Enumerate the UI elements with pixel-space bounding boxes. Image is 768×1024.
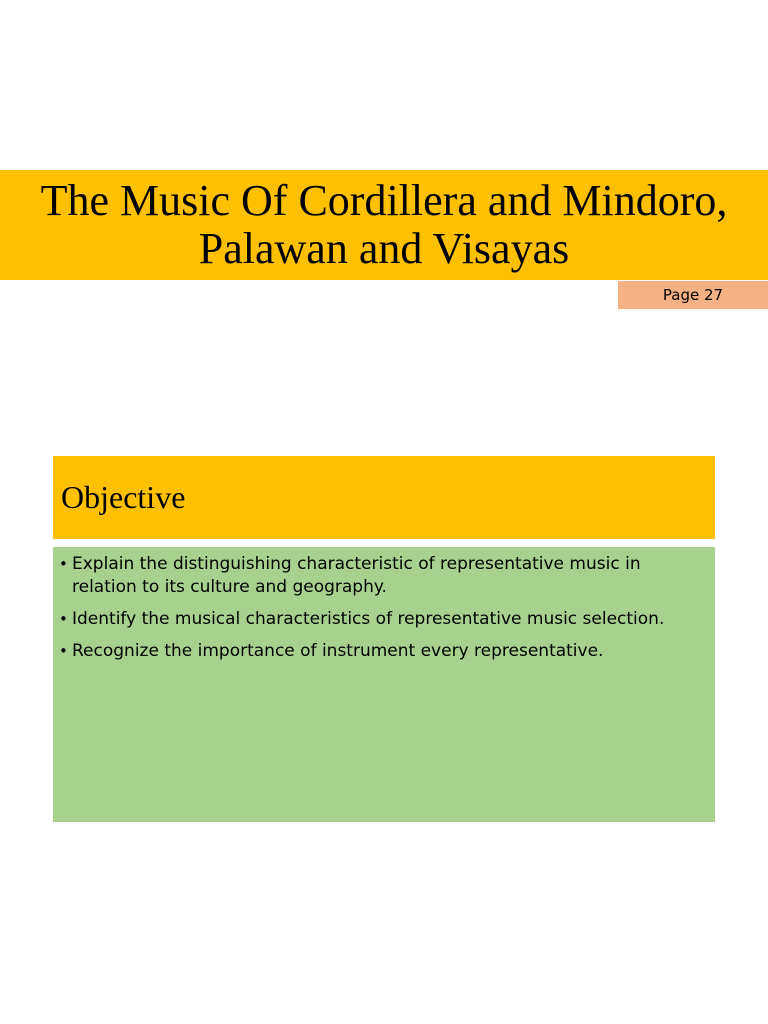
list-item <box>59 553 707 599</box>
page-number-badge: Page 27 <box>618 281 768 309</box>
bullet-icon: • <box>59 610 68 628</box>
list-item <box>59 608 707 631</box>
objective-item-text: Explain the distinguishing characteristic of representative music in relation to its culture and geography. <box>72 554 641 597</box>
list-item <box>59 640 707 663</box>
objective-item-text: Identify the musical characteristics of representative music selection. <box>72 609 665 629</box>
bullet-icon: • <box>59 555 68 573</box>
title-line-1: The Music Of Cordillera and Mindoro, <box>40 176 728 225</box>
bullet-icon: • <box>59 642 68 660</box>
objective-body <box>53 547 715 822</box>
page-title <box>37 177 732 273</box>
title-line-2: Palawan and Visayas <box>198 224 570 273</box>
objective-header <box>53 456 715 539</box>
objective-list <box>53 547 715 663</box>
objective-item-text: Recognize the importance of instrument every representative. <box>72 641 604 661</box>
title-banner <box>0 170 768 280</box>
objective-heading: Objective <box>61 479 186 515</box>
